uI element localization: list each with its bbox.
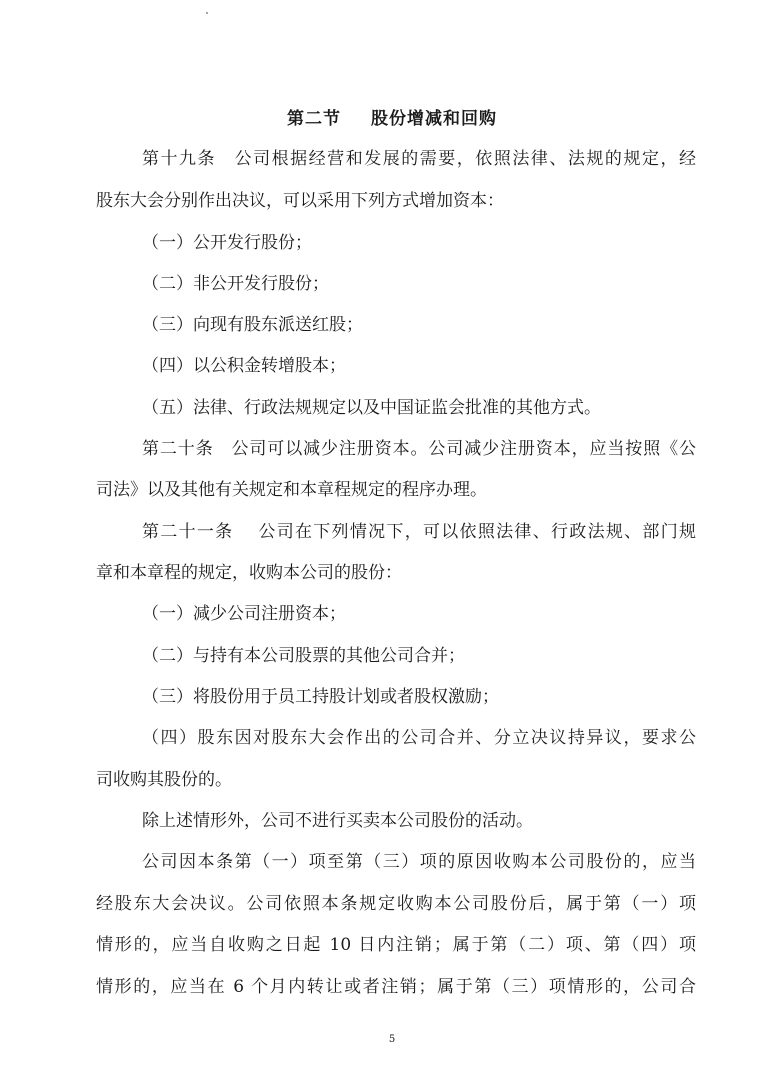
list-item: （五）法律、行政法规规定以及中国证监会批准的其他方式。 [142,398,601,418]
paragraph-line: 第二十一条 公司在下列情况下，可以依照法律、行政法规、部门规 [142,522,696,542]
section-number: 第二节 [287,109,341,129]
scan-speck [206,12,208,14]
paragraph-line: 情形的，应当在 6 个月内转让或者注销；属于第（三）项情形的，公司合 [96,977,696,997]
section-heading [0,104,784,129]
paragraph-line: 司法》以及其他有关规定和本章程规定的程序办理。 [96,480,487,500]
paragraph-line: 经股东大会决议。公司依照本条规定收购本公司股份后，属于第（一）项 [96,894,696,914]
list-item: （二）非公开发行股份； [142,274,329,294]
list-item: （一）减少公司注册资本； [142,604,346,624]
list-item: （三）将股份用于员工持股计划或者股权激励； [142,687,499,707]
paragraph-line: 公司因本条第（一）项至第（三）项的原因收购本公司股份的，应当 [142,852,696,872]
paragraph-line: 情形的，应当自收购之日起 10 日内注销；属于第（二）项、第（四）项 [96,935,696,955]
paragraph-line: 第十九条 公司根据经营和发展的需要，依照法律、法规的规定，经 [142,149,696,169]
paragraph-line: 股东大会分别作出决议，可以采用下列方式增加资本： [96,191,504,211]
list-item: （二）与持有本公司股票的其他公司合并； [142,646,465,666]
list-item: （四）股东因对股东大会作出的公司合并、分立决议持异议，要求公 [142,728,696,748]
section-title-text: 股份增减和回购 [371,109,497,129]
page-number: 5 [388,1034,396,1045]
list-item: （四）以公积金转增股本； [142,356,346,376]
paragraph-line: 章和本章程的规定，收购本公司的股份： [96,563,402,583]
paragraph-line: 除上述情形外，公司不进行买卖本公司股份的活动。 [142,811,533,831]
paragraph-line: 第二十条 公司可以减少注册资本。公司减少注册资本，应当按照《公 [142,439,696,459]
list-item: （三）向现有股东派送红股； [142,315,363,335]
list-item: （一）公开发行股份； [142,233,312,253]
paragraph-line: 司收购其股份的。 [96,770,232,790]
